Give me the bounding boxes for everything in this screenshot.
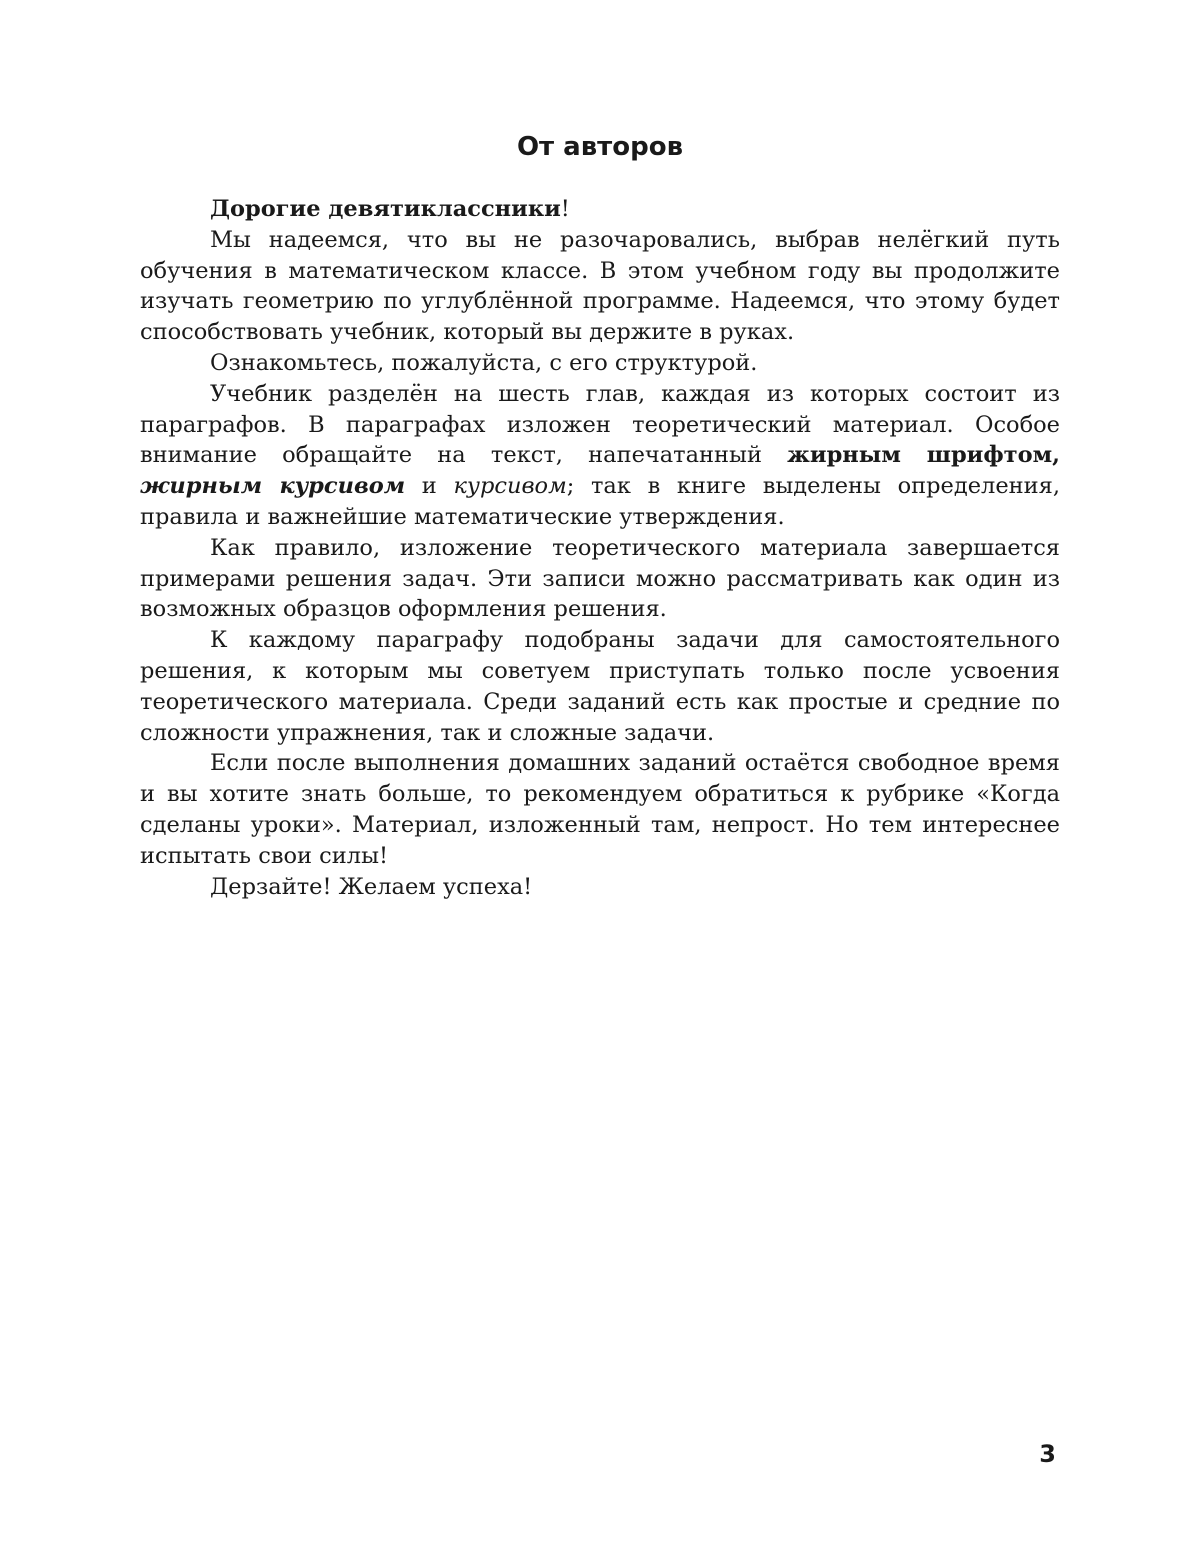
paragraph-4: Как правило, изложение теоретического материала завершается примерами решения задач. Эти записи можно рассматривать как один из возможных образцов оформления решения.: [140, 534, 1060, 623]
bold-text-sample: жирным шрифтом: [787, 442, 1053, 469]
italic-text-sample: курсивом: [453, 473, 567, 500]
paragraph-1: Мы надеемся, что вы не разочаровались, выбрав нелёгкий путь обучения в математическом классе. В этом учебном году вы продолжите изучать геометрию по углублённой программе. Надеемся, что этому будет способствовать учебник, который вы держите в руках.: [140, 226, 1060, 346]
greeting-mark: !: [560, 196, 570, 222]
page-number: 3: [1039, 1440, 1056, 1468]
paragraph-5: К каждому параграфу подобраны задачи для самостоятельного решения, к которым мы советуем приступать только после усвоения теоретического материала. Среди заданий есть как простые и средние по сложности упражнения, так и сложные задачи.: [140, 627, 1060, 746]
text-body: [140, 194, 1060, 902]
paragraph-7: Дерзайте! Желаем успеха!: [210, 873, 533, 900]
paragraph-3: [140, 379, 1060, 533]
bold-italic-text-sample: жирным курсивом: [140, 473, 406, 500]
page-title: От авторов: [516, 132, 684, 162]
greeting-paragraph: [140, 194, 1060, 225]
paragraph-3-comma: ,: [1052, 442, 1060, 469]
paragraph-6: Если после выполнения домашних заданий остаётся свободное время и вы хотите знать больше, то рекомендуем обратиться к рубрике «Когда сделаны уроки». Материал, изложенный там, непрост. Но тем интереснее испытать свои силы!: [140, 750, 1060, 869]
paragraph-3-text-a: Учебник разделён на шесть глав, каждая из которых состоит из параграфов. В параграфах изложен теоретический материал. Особое внимание обращайте на текст, напечатанный: [140, 380, 1060, 469]
paragraph-3-text-d: ; так в книге выделены определения, правила и важнейшие математические утверждения.: [140, 473, 1060, 530]
paragraph-3-conjunction: и: [405, 473, 454, 500]
paragraph-2: Ознакомьтесь, пожалуйста, с его структурой.: [210, 349, 758, 376]
greeting-text: Дорогие девятиклассники: [210, 196, 561, 222]
